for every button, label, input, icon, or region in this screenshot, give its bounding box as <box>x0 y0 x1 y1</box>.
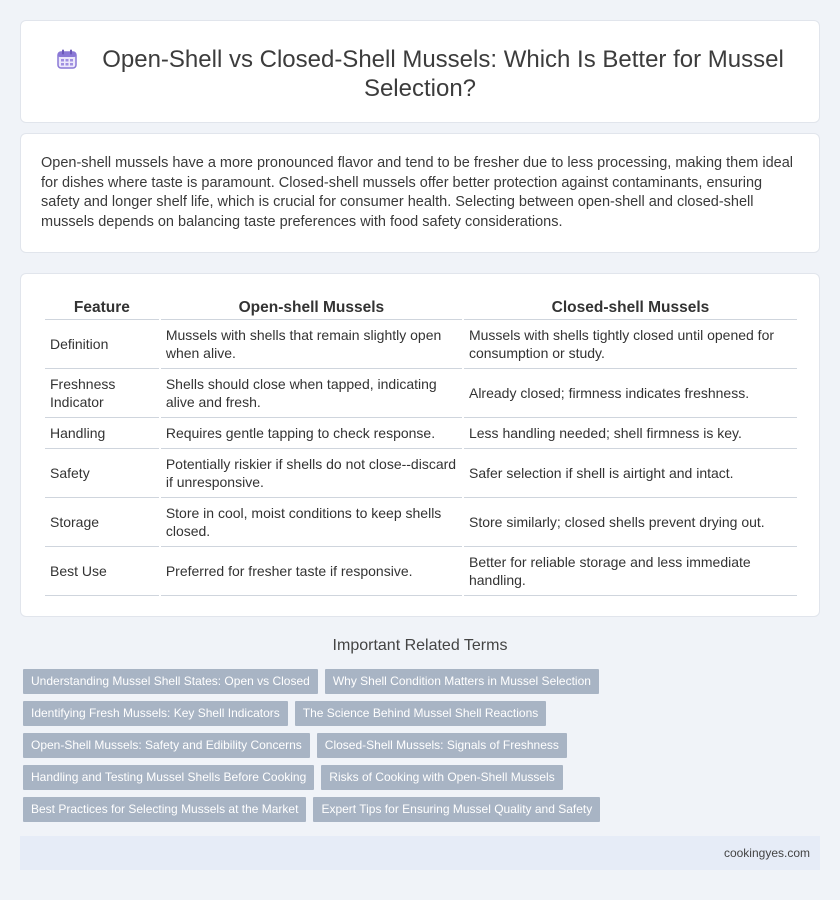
related-terms-title: Important Related Terms <box>332 637 508 654</box>
closed-shell-cell: Store similarly; closed shells prevent drying out. <box>464 498 797 547</box>
title-card <box>20 20 820 123</box>
tag-row <box>23 733 823 765</box>
open-shell-cell: Store in cool, moist conditions to keep shells closed. <box>161 498 462 547</box>
closed-shell-cell: Safer selection if shell is airtight and intact. <box>464 449 797 498</box>
tag-row <box>23 701 823 733</box>
page-title-wrap <box>51 45 789 103</box>
feature-cell: Best Use <box>45 547 159 596</box>
related-terms-list <box>23 669 823 829</box>
closed-shell-cell: Mussels with shells tightly closed until opened for consumption or study. <box>464 320 797 369</box>
feature-cell: Safety <box>45 449 159 498</box>
related-term-tag[interactable]: The Science Behind Mussel Shell Reactions <box>295 701 546 726</box>
header-closed-shell: Closed-shell Mussels <box>464 296 797 320</box>
site-name[interactable]: cookingyes.com <box>723 846 810 860</box>
tag-row <box>23 797 823 829</box>
table-row <box>45 449 797 498</box>
related-term-tag[interactable]: Open-Shell Mussels: Safety and Edibility Concerns <box>23 733 310 758</box>
footer <box>20 836 820 870</box>
related-term-tag[interactable]: Identifying Fresh Mussels: Key Shell Indicators <box>23 701 288 726</box>
related-term-tag[interactable]: Expert Tips for Ensuring Mussel Quality and Safety <box>313 797 600 822</box>
table-row <box>45 498 797 547</box>
table-row <box>45 320 797 369</box>
related-term-tag[interactable]: Closed-Shell Mussels: Signals of Freshness <box>317 733 567 758</box>
intro-text: Open-shell mussels have a more pronounced flavor and tend to be fresher due to less processing, making them ideal for dishes where taste is paramount. Closed-shell mussels offer better protection against contaminants, ensuring safety and longer shelf life, which is crucial for consumer health. Selecting between open-shell and closed-shell mussels depends on balancing taste preferences with food safety considerations. <box>41 155 794 230</box>
closed-shell-cell: Better for reliable storage and less immediate handling. <box>464 547 797 596</box>
tag-row <box>23 765 823 797</box>
open-shell-cell: Mussels with shells that remain slightly open when alive. <box>161 320 462 369</box>
feature-cell: Storage <box>45 498 159 547</box>
related-term-tag[interactable]: Why Shell Condition Matters in Mussel Selection <box>325 669 599 694</box>
header-feature: Feature <box>45 296 159 320</box>
closed-shell-cell: Already closed; firmness indicates freshness. <box>464 369 797 418</box>
page-title: Open-Shell vs Closed-Shell Mussels: Which Is Better for Mussel Selection? <box>102 46 784 102</box>
header-open-shell: Open-shell Mussels <box>161 296 462 320</box>
table-header-row <box>45 296 797 320</box>
open-shell-cell: Preferred for fresher taste if responsive. <box>161 547 462 596</box>
intro-card <box>20 133 820 253</box>
related-term-tag[interactable]: Understanding Mussel Shell States: Open vs Closed <box>23 669 318 694</box>
feature-cell: Handling <box>45 418 159 449</box>
open-shell-cell: Potentially riskier if shells do not close--discard if unresponsive. <box>161 449 462 498</box>
table-row <box>45 369 797 418</box>
table-row <box>45 418 797 449</box>
comparison-card <box>20 273 820 617</box>
related-term-tag[interactable]: Handling and Testing Mussel Shells Before Cooking <box>23 765 314 790</box>
open-shell-cell: Shells should close when tapped, indicating alive and fresh. <box>161 369 462 418</box>
feature-cell: Definition <box>45 320 159 369</box>
table-row <box>45 547 797 596</box>
comparison-table <box>43 296 799 596</box>
related-term-tag[interactable]: Best Practices for Selecting Mussels at the Market <box>23 797 306 822</box>
closed-shell-cell: Less handling needed; shell firmness is key. <box>464 418 797 449</box>
related-term-tag[interactable]: Risks of Cooking with Open-Shell Mussels <box>321 765 562 790</box>
calendar-icon <box>56 48 78 70</box>
open-shell-cell: Requires gentle tapping to check response. <box>161 418 462 449</box>
tag-row <box>23 669 823 701</box>
feature-cell: Freshness Indicator <box>45 369 159 418</box>
